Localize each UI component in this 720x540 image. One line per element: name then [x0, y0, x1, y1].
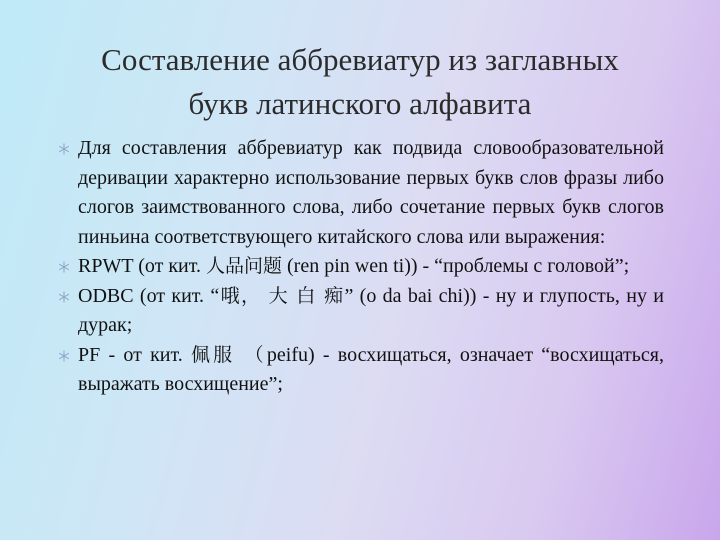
bullet-text-before: PF - от кит. [78, 343, 191, 366]
title-line-1: Составление аббревиатур из заглавных [101, 42, 619, 77]
bullet-item-2 [58, 252, 664, 282]
bullet-text: Для составления аббревиатур как подвида словообразовательной деривации характерно использование первых букв слов фразы либо слогов заимствованного слова, либо сочетание первых букв слогов пиньина соответствующего китайского слова или выражения: [78, 137, 664, 248]
bullet-text-before: ODBC (от кит. “ [78, 284, 220, 307]
chinese-term: 人品问题 [206, 255, 283, 277]
snowflake-icon [58, 261, 70, 273]
slide-title [40, 38, 680, 126]
snowflake-icon [58, 143, 70, 155]
snowflake-icon [58, 350, 70, 362]
bullet-item-1 [58, 134, 664, 252]
bullet-text-before: RPWT (от кит. [78, 255, 206, 277]
bullet-text-after: (ren pin wen ti)) - “проблемы с головой”; [282, 255, 630, 277]
bullet-text-after: peifu) - восхищаться, означает “восхищаться, выражать восхищение”; [78, 343, 664, 395]
bullet-item-3 [58, 282, 664, 341]
title-line-2: букв латинского алфавита [188, 86, 532, 121]
bullet-item-4 [58, 341, 664, 400]
chinese-term: 哦， 大 白 痴 [219, 284, 345, 307]
chinese-term: 佩服 （ [190, 343, 267, 366]
snowflake-icon [58, 291, 70, 303]
bullet-text-after: ” (o da bai chi)) - ну и глупость, ну и дурак; [78, 284, 664, 336]
bullet-list [58, 134, 664, 400]
